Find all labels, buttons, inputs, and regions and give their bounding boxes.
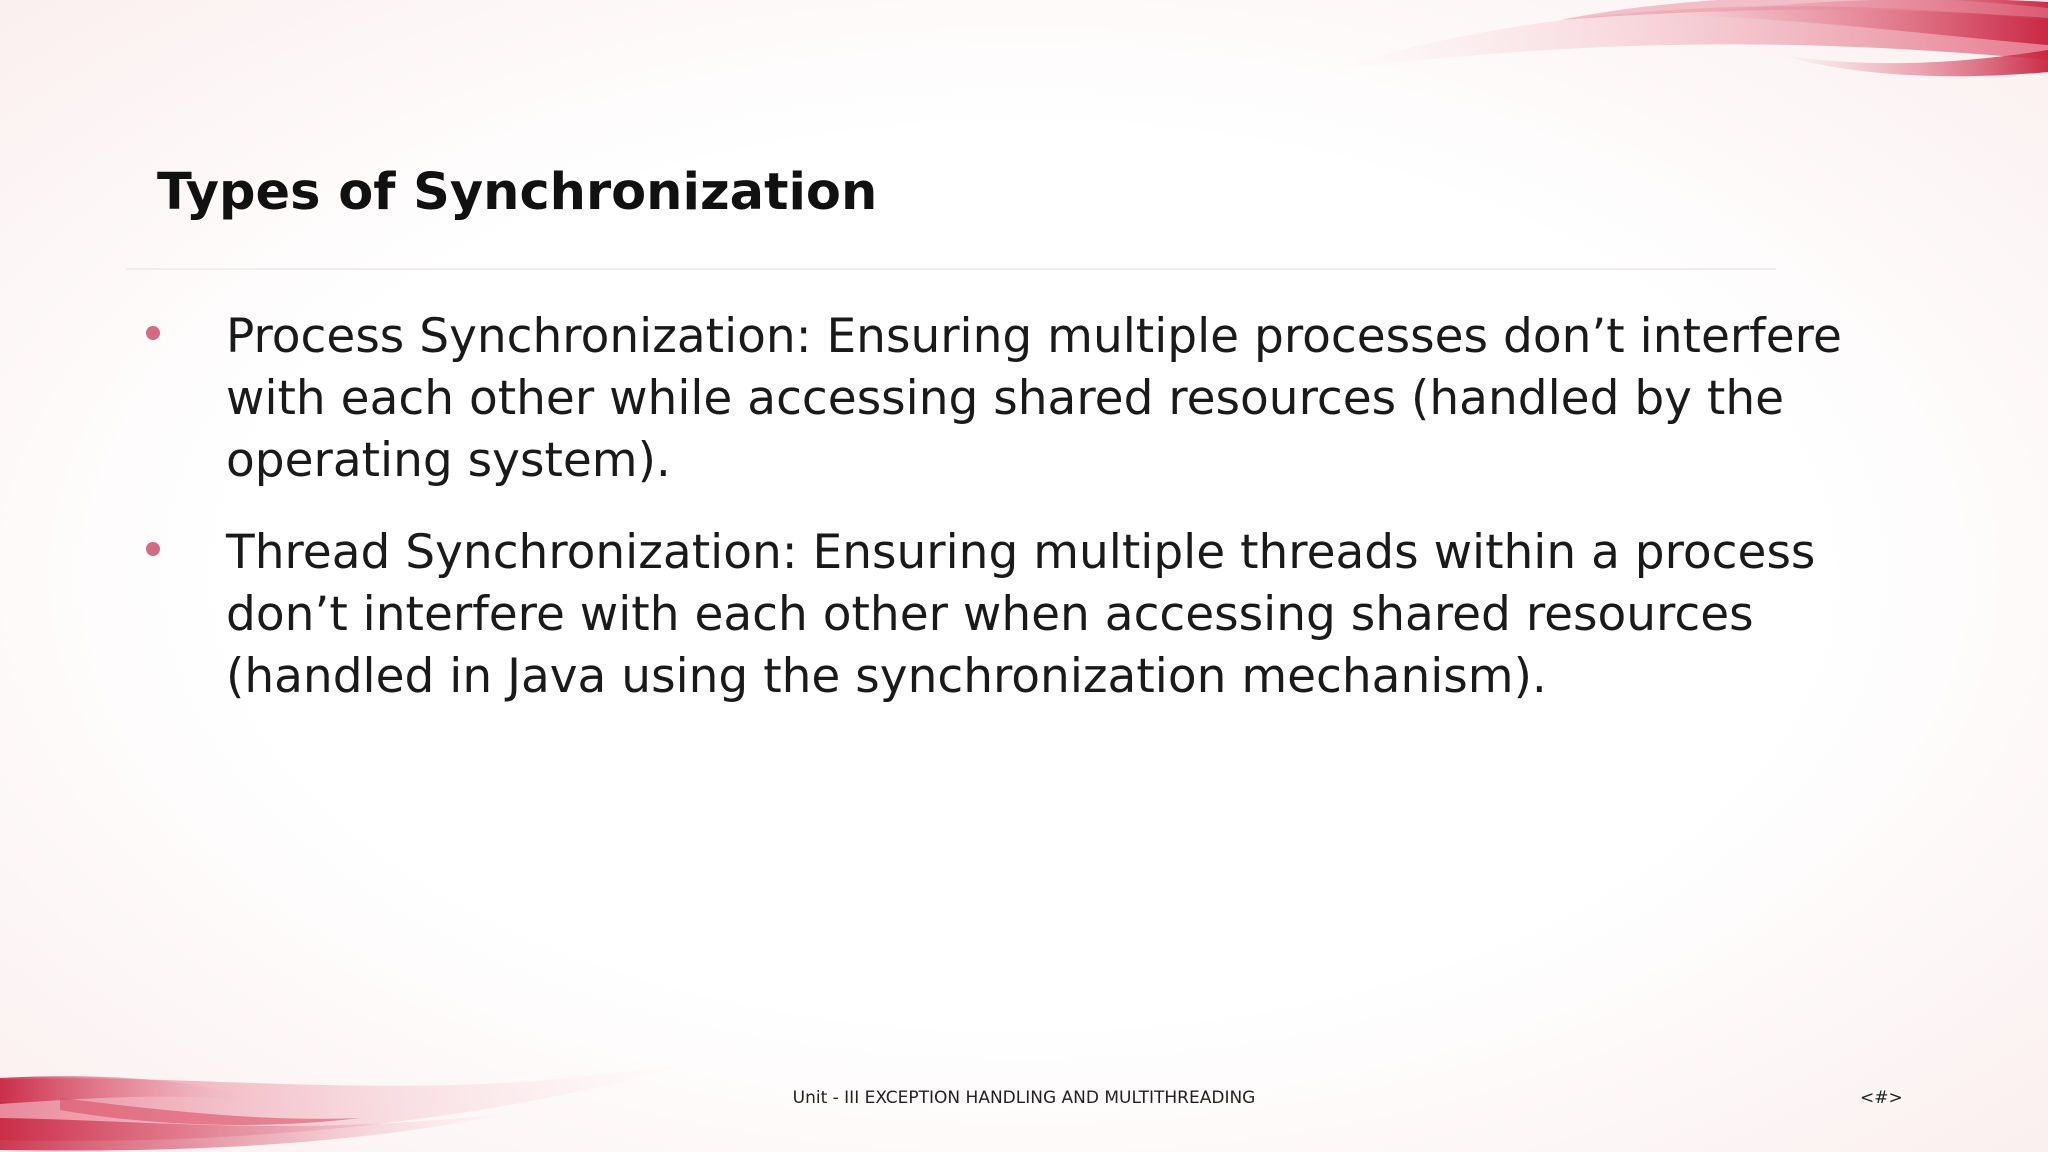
slide-footer: Unit - III EXCEPTION HANDLING AND MULTITHREADING [792,1088,1256,1108]
bullet-dot-icon [146,326,160,340]
bullet-item-process-synchronization [146,306,1886,492]
slide-number: <#> [1860,1088,1903,1108]
bullet-list [146,306,1886,738]
bullet-text: Thread Synchronization: Ensuring multiple threads within a process don’t interfere with each other when accessing shared resources (handled in Java using the synchronization mechanism). [226,525,1816,704]
bullet-item-thread-synchronization [146,522,1886,708]
slide-title: Types of Synchronization [157,163,878,222]
bullet-dot-icon [146,542,160,556]
title-divider [126,268,1776,270]
bullet-text: Process Synchronization: Ensuring multiple processes don’t interfere with each other while accessing shared resources (handled by the operating system). [226,309,1842,488]
